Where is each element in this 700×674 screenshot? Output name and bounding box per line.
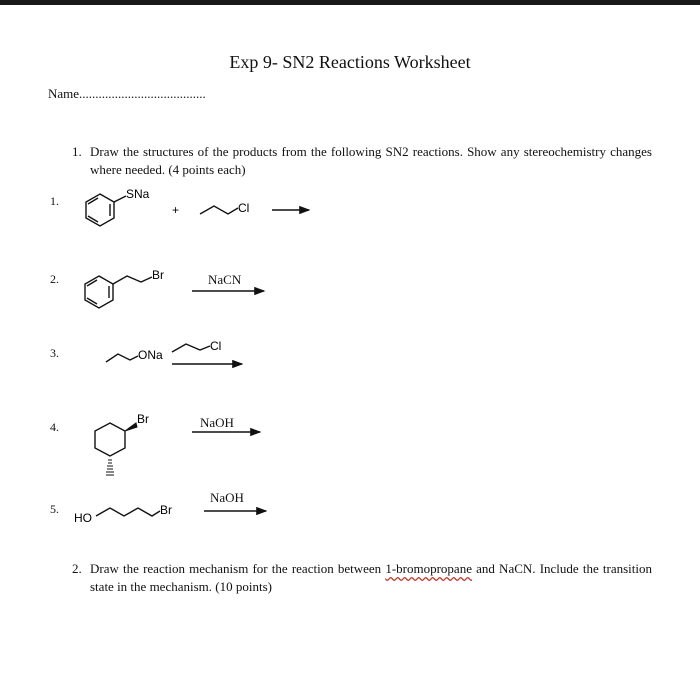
reaction-2-chain <box>113 276 152 284</box>
reaction-3-ona-label: ONa <box>138 348 163 362</box>
question-2-spellcheck-word: 1-bromopropane <box>385 561 472 576</box>
reaction-4-number: 4. <box>50 420 59 434</box>
question-2-number: 2. <box>72 561 82 576</box>
reaction-5-number: 5. <box>50 502 59 516</box>
question-2-text-before: Draw the reaction mechanism for the reaction between <box>90 561 386 576</box>
question-2-text-after: and NaCN. Include the transition state in the mechanism. (10 points) <box>90 561 652 594</box>
reaction-3-number: 3. <box>50 346 59 360</box>
name-field-label: Name....................................... <box>48 86 206 101</box>
question-2-text <box>90 560 652 596</box>
reaction-5-reagent: NaOH <box>210 490 244 505</box>
reaction-1-s-bond <box>114 196 126 202</box>
reaction-2-reagent: NaCN <box>208 272 242 287</box>
reaction-1-propyl-chain <box>200 206 238 214</box>
reaction-1-benzene-ring <box>86 194 114 226</box>
reaction-1-number: 1. <box>50 194 59 208</box>
reaction-1-cl-label: Cl <box>238 201 250 215</box>
reaction-2-br-label: Br <box>152 268 164 282</box>
reaction-5-br-label: Br <box>160 503 172 517</box>
reaction-4-cyclohexane-ring <box>95 423 125 456</box>
reaction-3-alkyl-chloride <box>172 344 210 352</box>
worksheet-title: Exp 9- SN2 Reactions Worksheet <box>229 52 471 72</box>
question-2 <box>72 560 652 596</box>
reaction-1-sna-label: SNa <box>126 187 150 201</box>
reaction-3-propoxide-chain <box>106 354 138 362</box>
reaction-5-chain <box>96 508 160 516</box>
question-1-number: 1. <box>72 144 82 159</box>
reaction-1-plus-sign: + <box>172 203 180 217</box>
reaction-4-br-label: Br <box>137 412 149 426</box>
question-1-text: Draw the structures of the products from the following SN2 reactions. Show any stereochemistry changes where needed. (4 points each) <box>90 144 652 177</box>
reaction-4-wedge-bond <box>125 423 137 431</box>
reaction-3-cl-label: Cl <box>210 339 222 353</box>
reaction-4-reagent: NaOH <box>200 415 234 430</box>
reaction-2-number: 2. <box>50 272 59 286</box>
reaction-4-hash-bond <box>106 460 114 475</box>
reaction-2-benzene-ring <box>85 276 113 308</box>
reaction-5-ho-label: HO <box>74 511 92 525</box>
